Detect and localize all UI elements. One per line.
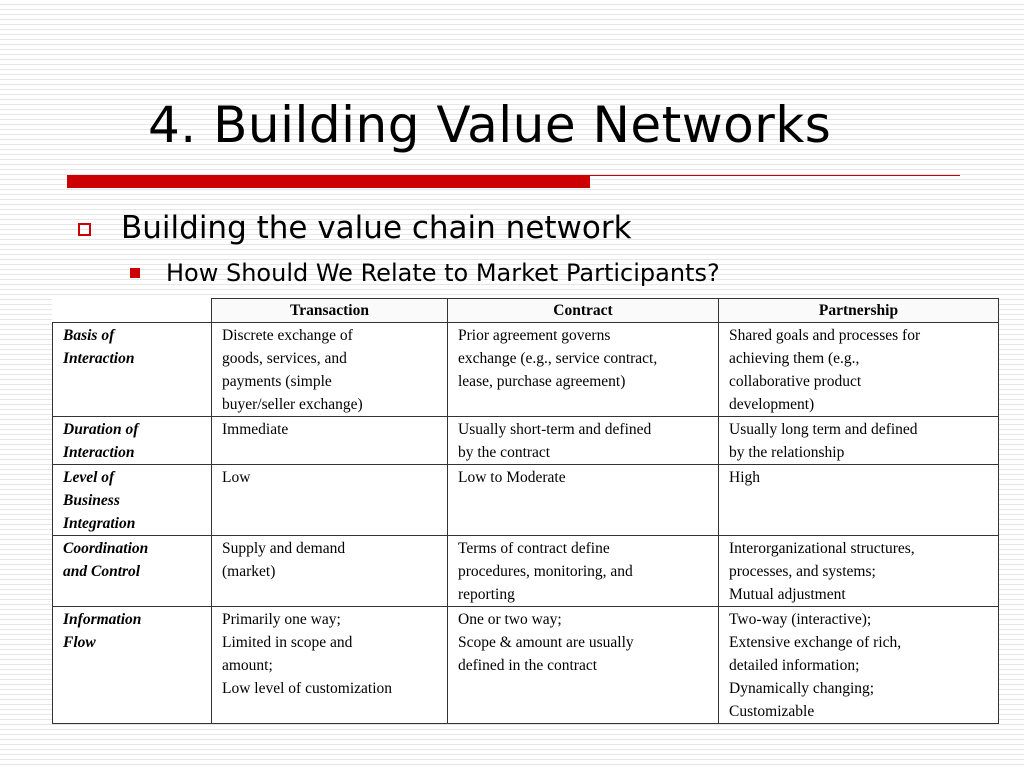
cell-line: detailed information; [729, 657, 860, 674]
table-cell [212, 607, 448, 724]
cell-line: by the relationship [729, 444, 845, 461]
table-cell [212, 417, 448, 465]
solid-square-bullet-icon [130, 268, 140, 278]
table-cell [719, 465, 999, 536]
cell-line: achieving them (e.g., [729, 350, 860, 367]
table-cell [719, 607, 999, 724]
cell-line: Usually short-term and defined [458, 421, 652, 438]
cell-line: One or two way; [458, 611, 562, 628]
row-header-line: Interaction [63, 444, 135, 461]
row-header-level-of-business-integration [53, 465, 212, 536]
cell-line: Discrete exchange of [222, 327, 353, 344]
cell-line: Customizable [729, 703, 815, 720]
cell-line: Limited in scope and [222, 634, 353, 651]
cell-line: Terms of contract define [458, 540, 610, 557]
row-header-line: Duration of [63, 421, 139, 438]
table-cell [212, 465, 448, 536]
title-accent-bar [67, 175, 590, 188]
cell-line: goods, services, and [222, 350, 347, 367]
cell-line: Mutual adjustment [729, 586, 846, 603]
relationship-table [52, 298, 999, 724]
cell-line: Dynamically changing; [729, 680, 875, 697]
slide-title: 4. Building Value Networks [148, 96, 832, 154]
table-cell [719, 536, 999, 607]
cell-line: Usually long term and defined [729, 421, 918, 438]
bullet-level-1-text: Building the value chain network [121, 210, 632, 246]
cell-line: development) [729, 396, 815, 413]
column-header-partnership: Partnership [719, 299, 999, 323]
cell-line: amount; [222, 657, 273, 674]
cell-line: Primarily one way; [222, 611, 341, 628]
column-header-transaction: Transaction [212, 299, 448, 323]
cell-line: payments (simple [222, 373, 332, 390]
row-header-basis-of-interaction [53, 323, 212, 417]
table-header-row [53, 299, 999, 323]
cell-line: buyer/seller exchange) [222, 396, 363, 413]
cell-line: Interorganizational structures, [729, 540, 915, 557]
table-cell [448, 607, 719, 724]
table-cell [448, 536, 719, 607]
cell-line: by the contract [458, 444, 551, 461]
title-accent-line [590, 175, 960, 176]
bullet-level-1 [78, 210, 632, 246]
row-header-line: Interaction [63, 350, 135, 367]
cell-line: Two-way (interactive); [729, 611, 872, 628]
cell-line: Scope & amount are usually [458, 634, 634, 651]
bullet-level-2 [130, 259, 720, 287]
row-header-line: Level of [63, 469, 115, 486]
table-row [53, 536, 999, 607]
cell-line: Low to Moderate [458, 469, 566, 486]
column-header-contract: Contract [448, 299, 719, 323]
row-header-line: Information [63, 611, 142, 628]
cell-line: Shared goals and processes for [729, 327, 921, 344]
cell-line: Immediate [222, 421, 289, 438]
table-row [53, 417, 999, 465]
cell-line: processes, and systems; [729, 563, 876, 580]
row-header-line: Basis of [63, 327, 115, 344]
table-cell [448, 323, 719, 417]
cell-line: procedures, monitoring, and [458, 563, 633, 580]
table-cell [719, 323, 999, 417]
cell-line: Supply and demand [222, 540, 346, 557]
table-cell [212, 536, 448, 607]
hollow-square-bullet-icon [78, 223, 91, 236]
cell-line: High [729, 469, 760, 486]
table-cell [212, 323, 448, 417]
table-row [53, 323, 999, 417]
cell-line: Extensive exchange of rich, [729, 634, 902, 651]
table-cell [448, 465, 719, 536]
row-header-line: Integration [63, 515, 136, 532]
cell-line: Low [222, 469, 251, 486]
table-row [53, 607, 999, 724]
row-header-line: Business [63, 492, 120, 509]
cell-line: lease, purchase agreement) [458, 373, 626, 390]
row-header-coordination-and-control [53, 536, 212, 607]
row-header-line: Coordination [63, 540, 149, 557]
cell-line: (market) [222, 563, 276, 580]
cell-line: defined in the contract [458, 657, 598, 674]
cell-line: reporting [458, 586, 515, 603]
cell-line: collaborative product [729, 373, 862, 390]
table-corner-cell [53, 299, 212, 323]
row-header-line: and Control [63, 563, 141, 580]
cell-line: Low level of customization [222, 680, 393, 697]
table-cell [719, 417, 999, 465]
row-header-duration-of-interaction [53, 417, 212, 465]
cell-line: exchange (e.g., service contract, [458, 350, 658, 367]
bullet-level-2-text: How Should We Relate to Market Participants? [166, 259, 720, 287]
cell-line: Prior agreement governs [458, 327, 611, 344]
table-cell [448, 417, 719, 465]
row-header-information-flow [53, 607, 212, 724]
table-row [53, 465, 999, 536]
row-header-line: Flow [63, 634, 96, 651]
